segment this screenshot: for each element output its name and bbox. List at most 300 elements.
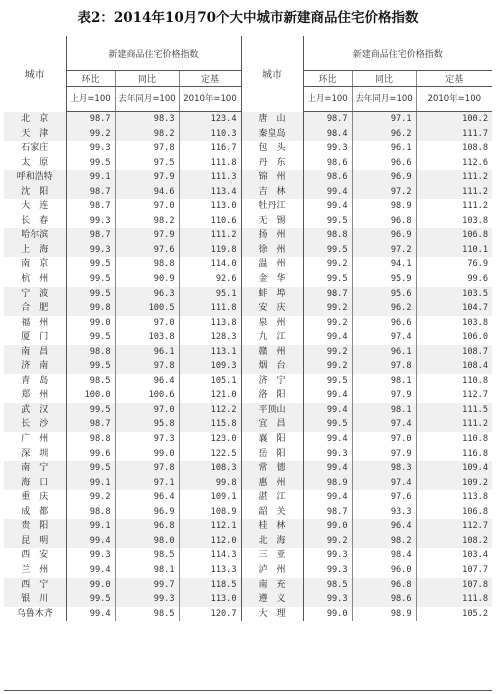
base-value: 108.3: [179, 461, 241, 476]
base-value: 105.1: [179, 374, 241, 389]
base-value: 99.6: [416, 272, 492, 287]
mom-value: 98.8: [66, 345, 115, 360]
mom-value: 100.0: [66, 388, 115, 403]
base-value: 110.3: [179, 127, 241, 142]
mom-value: 98.6: [303, 156, 352, 171]
mom-value: 99.6: [66, 447, 115, 462]
base-value: 111.2: [416, 199, 492, 214]
city-cell: 锦 州: [241, 170, 303, 185]
mom-value: 99.4: [303, 185, 352, 200]
base-value: 114.0: [179, 257, 241, 272]
city-cell: 深 圳: [21, 448, 49, 459]
table-body: [4, 112, 492, 622]
city-cell: 太 原: [21, 157, 49, 168]
table-row: [4, 185, 492, 200]
city-cell: 惠 州: [241, 476, 303, 491]
mom-value: 98.5: [66, 374, 115, 389]
yoy-value: 96.2: [352, 301, 416, 316]
yoy-value: 97.8: [115, 461, 179, 476]
city-cell: 徐 州: [241, 243, 303, 258]
mom-value: 99.5: [66, 272, 115, 287]
yoy-value: 99.7: [115, 578, 179, 593]
city-cell: 南 昌: [4, 345, 66, 360]
city-cell: 南 充: [241, 578, 303, 593]
yoy-value: 97.0: [115, 403, 179, 418]
city-cell: 九 江: [241, 330, 303, 345]
mom-value: 98.7: [66, 417, 115, 432]
base-value: 110.8: [416, 374, 492, 389]
city-cell: 北 京: [4, 112, 66, 127]
yoy-value: 97.9: [115, 228, 179, 243]
mom-value: 99.0: [303, 519, 352, 534]
sub-mom-right: 上月=100: [303, 87, 352, 112]
base-value: 121.0: [179, 388, 241, 403]
mom-value: 99.5: [66, 330, 115, 345]
base-value: 107.7: [416, 563, 492, 578]
sub-mom-left: 上月=100: [66, 87, 115, 112]
city-cell: 沈 阳: [4, 185, 66, 200]
mom-value: 99.2: [303, 316, 352, 331]
base-value: 106.8: [416, 505, 492, 520]
city-cell: 桂 林: [241, 519, 303, 534]
base-value: 111.2: [416, 170, 492, 185]
city-cell: 长 沙: [4, 417, 66, 432]
base-value: 112.1: [179, 519, 241, 534]
yoy-value: 97.0: [115, 199, 179, 214]
base-value: 104.7: [416, 301, 492, 316]
table-row: [4, 534, 492, 549]
yoy-value: 103.8: [115, 330, 179, 345]
yoy-value: 96.8: [115, 519, 179, 534]
yoy-value: 96.3: [115, 287, 179, 302]
mom-value: 99.4: [303, 461, 352, 476]
yoy-value: 99.0: [115, 447, 179, 462]
base-value: 95.1: [179, 287, 241, 302]
yoy-value: 97.6: [352, 490, 416, 505]
yoy-value: 96.4: [115, 374, 179, 389]
sub-base-right: 2010年=100: [416, 87, 492, 112]
yoy-value: 97.0: [115, 316, 179, 331]
city-cell: 合 肥: [4, 301, 66, 316]
base-value: 115.8: [179, 417, 241, 432]
yoy-value: 96.4: [352, 519, 416, 534]
city-cell: 金 华: [241, 272, 303, 287]
city-cell: 南 京: [21, 259, 49, 270]
base-value: 107.8: [416, 578, 492, 593]
base-value: 118.5: [179, 578, 241, 593]
yoy-value: 98.0: [115, 534, 179, 549]
table-row: [4, 592, 492, 607]
base-value: 108.7: [416, 345, 492, 360]
city-cell: 银 川: [4, 592, 66, 607]
mom-value: 99.0: [66, 578, 115, 593]
base-value: 100.2: [416, 112, 492, 127]
city-cell: 丹 东: [241, 156, 303, 171]
yoy-value: 97.8: [115, 141, 179, 156]
mom-value: 99.2: [303, 359, 352, 374]
table-row: [4, 330, 492, 345]
mom-value: 99.5: [66, 461, 115, 476]
yoy-value: 98.8: [115, 257, 179, 272]
base-value: 123.0: [179, 432, 241, 447]
base-value: 76.9: [416, 257, 492, 272]
mom-value: 99.2: [303, 301, 352, 316]
yoy-value: 96.6: [352, 156, 416, 171]
city-cell: 哈尔滨: [4, 228, 66, 243]
base-value: 113.3: [179, 563, 241, 578]
sub-yoy-right: 去年同月=100: [352, 87, 416, 112]
base-value: 119.8: [179, 243, 241, 258]
yoy-value: 97.9: [352, 388, 416, 403]
mom-value: 99.2: [66, 490, 115, 505]
mom-value: 99.3: [303, 592, 352, 607]
base-value: 111.3: [179, 170, 241, 185]
base-value: 109.2: [416, 476, 492, 491]
mom-value: 98.9: [303, 476, 352, 491]
yoy-value: 98.3: [115, 112, 179, 127]
yoy-value: 97.5: [115, 156, 179, 171]
city-cell: 宁 波: [4, 287, 66, 302]
mom-value: 98.7: [303, 112, 352, 127]
yoy-value: 96.9: [115, 505, 179, 520]
city-cell: 郑 州: [21, 390, 49, 401]
mom-value: 99.1: [66, 170, 115, 185]
yoy-value: 97.9: [352, 447, 416, 462]
city-cell: 乌鲁木齐: [16, 608, 53, 619]
table-row: [4, 388, 492, 403]
city-cell: 成 都: [21, 506, 49, 517]
table-row: [4, 141, 492, 156]
col-base-left: 定基: [179, 71, 241, 87]
mom-value: 98.6: [303, 170, 352, 185]
city-cell: 襄 阳: [241, 432, 303, 447]
mom-value: 98.7: [303, 287, 352, 302]
city-cell: 常 德: [241, 461, 303, 476]
city-cell: 海 口: [4, 476, 66, 491]
yoy-value: 97.4: [352, 417, 416, 432]
mom-value: 99.3: [303, 563, 352, 578]
col-base-right: 定基: [416, 71, 492, 87]
base-value: 111.8: [179, 301, 241, 316]
yoy-value: 98.6: [352, 592, 416, 607]
city-cell: 平顶山: [241, 403, 303, 418]
mom-value: 98.7: [66, 112, 115, 127]
mom-value: 99.5: [303, 272, 352, 287]
mom-value: 99.1: [66, 519, 115, 534]
table-row: [4, 170, 492, 185]
yoy-value: 98.1: [115, 563, 179, 578]
yoy-value: 97.2: [352, 185, 416, 200]
mom-value: 99.2: [303, 534, 352, 549]
table-row: [4, 578, 492, 593]
table-row: [4, 374, 492, 389]
base-value: 111.8: [416, 592, 492, 607]
city-cell: 西 安: [21, 550, 49, 561]
mom-value: 99.5: [66, 287, 115, 302]
mom-value: 99.3: [303, 141, 352, 156]
mom-value: 99.5: [66, 592, 115, 607]
yoy-value: 98.2: [115, 214, 179, 229]
mom-value: 98.8: [66, 505, 115, 520]
table-row: [4, 447, 492, 462]
city-cell: 兰 州: [21, 564, 49, 575]
group-header-left: 新建商品住宅价格指数: [66, 36, 241, 71]
base-value: 110.6: [179, 214, 241, 229]
mom-value: 99.4: [303, 388, 352, 403]
base-value: 114.3: [179, 548, 241, 563]
table-row: [4, 228, 492, 243]
mom-value: 99.4: [303, 432, 352, 447]
yoy-value: 95.8: [115, 417, 179, 432]
city-cell: 青 岛: [21, 375, 49, 386]
mom-value: 99.4: [303, 199, 352, 214]
table-row: [4, 432, 492, 447]
mom-value: 99.2: [66, 127, 115, 142]
city-cell: 洛 阳: [241, 388, 303, 403]
yoy-value: 96.1: [352, 141, 416, 156]
yoy-value: 96.9: [352, 170, 416, 185]
table-row: [4, 301, 492, 316]
mom-value: 99.3: [303, 548, 352, 563]
mom-value: 99.4: [303, 403, 352, 418]
yoy-value: 97.8: [115, 359, 179, 374]
base-value: 105.2: [416, 607, 492, 622]
table-row: [4, 272, 492, 287]
city-cell: 天 津: [4, 127, 66, 142]
city-cell: 石家庄: [21, 143, 49, 154]
base-value: 92.6: [179, 272, 241, 287]
base-value: 112.7: [416, 519, 492, 534]
base-value: 111.2: [179, 228, 241, 243]
yoy-value: 98.9: [352, 199, 416, 214]
city-cell: 烟 台: [241, 359, 303, 374]
sub-base-left: 2010年=100: [179, 87, 241, 112]
yoy-value: 97.9: [115, 170, 179, 185]
city-cell: 武 汉: [4, 403, 66, 418]
table-row: [4, 214, 492, 229]
base-value: 108.8: [416, 141, 492, 156]
base-value: 103.8: [416, 316, 492, 331]
base-value: 128.3: [179, 330, 241, 345]
mom-value: 99.5: [66, 359, 115, 374]
base-value: 113.4: [179, 185, 241, 200]
yoy-value: 100.6: [115, 388, 179, 403]
table-row: [4, 287, 492, 302]
city-cell: 杭 州: [21, 274, 49, 285]
base-value: 109.4: [416, 461, 492, 476]
table-row: [4, 505, 492, 520]
yoy-value: 96.1: [115, 345, 179, 360]
city-cell: 吉 林: [241, 185, 303, 200]
city-cell: 包 头: [241, 141, 303, 156]
mom-value: 99.4: [303, 490, 352, 505]
base-value: 109.1: [179, 490, 241, 505]
city-cell: 福 州: [21, 317, 49, 328]
city-cell: 北 海: [241, 534, 303, 549]
city-cell: 南 宁: [4, 461, 66, 476]
yoy-value: 94.6: [115, 185, 179, 200]
table-row: [4, 607, 492, 622]
mom-value: 99.5: [66, 403, 115, 418]
mom-value: 99.2: [303, 257, 352, 272]
mom-value: 99.2: [303, 345, 352, 360]
mom-value: 99.5: [303, 243, 352, 258]
base-value: 109.3: [179, 359, 241, 374]
yoy-value: 96.9: [352, 228, 416, 243]
mom-value: 99.8: [66, 301, 115, 316]
base-value: 103.8: [416, 214, 492, 229]
mom-value: 98.7: [66, 199, 115, 214]
mom-value: 99.5: [66, 156, 115, 171]
city-cell: 安 庆: [241, 301, 303, 316]
mom-value: 98.7: [66, 228, 115, 243]
yoy-value: 97.0: [352, 432, 416, 447]
base-value: 112.7: [416, 388, 492, 403]
base-value: 99.8: [179, 476, 241, 491]
city-cell: 大 理: [241, 607, 303, 622]
group-header-right: 新建商品住宅价格指数: [303, 36, 492, 71]
table-row: [4, 403, 492, 418]
city-header-left: 城市: [24, 70, 45, 82]
yoy-value: 93.3: [352, 505, 416, 520]
table-row: [4, 548, 492, 563]
city-cell: 韶 关: [241, 505, 303, 520]
col-mom-right: 环比: [303, 71, 352, 87]
base-value: 108.9: [179, 505, 241, 520]
table-title: 表2：2014年10月70个大中城市新建商品住宅价格指数: [77, 10, 419, 26]
table-row: [4, 316, 492, 331]
yoy-value: 97.8: [352, 359, 416, 374]
mom-value: 98.7: [303, 505, 352, 520]
yoy-value: 98.9: [352, 607, 416, 622]
city-cell: 赣 州: [241, 345, 303, 360]
city-cell: 贵 阳: [4, 519, 66, 534]
city-cell: 呼和浩特: [4, 170, 66, 185]
yoy-value: 99.3: [115, 592, 179, 607]
base-value: 112.6: [416, 156, 492, 171]
yoy-value: 90.9: [115, 272, 179, 287]
city-cell: 泉 州: [241, 316, 303, 331]
yoy-value: 98.5: [115, 607, 179, 622]
yoy-value: 95.6: [352, 287, 416, 302]
mom-value: 99.5: [303, 214, 352, 229]
base-value: 108.4: [416, 359, 492, 374]
base-value: 113.0: [179, 199, 241, 214]
yoy-value: 97.2: [352, 243, 416, 258]
city-cell: 遵 义: [241, 592, 303, 607]
base-value: 116.8: [416, 447, 492, 462]
yoy-value: 96.4: [115, 490, 179, 505]
yoy-value: 97.1: [115, 476, 179, 491]
base-value: 108.2: [416, 534, 492, 549]
mom-value: 99.4: [303, 330, 352, 345]
yoy-value: 97.3: [115, 432, 179, 447]
yoy-value: 100.5: [115, 301, 179, 316]
table-row: [4, 461, 492, 476]
table-row: [4, 199, 492, 214]
table-row: [4, 112, 492, 127]
yoy-value: 96.8: [352, 214, 416, 229]
base-value: 113.1: [179, 345, 241, 360]
yoy-value: 97.4: [352, 330, 416, 345]
base-value: 113.0: [179, 592, 241, 607]
mom-value: 98.5: [303, 578, 352, 593]
yoy-value: 98.1: [352, 403, 416, 418]
base-value: 120.7: [179, 607, 241, 622]
yoy-value: 96.6: [352, 316, 416, 331]
city-cell: 蚌 埠: [241, 287, 303, 302]
city-cell: 重 庆: [21, 492, 49, 503]
city-cell: 温 州: [241, 257, 303, 272]
yoy-value: 96.2: [352, 127, 416, 142]
city-cell: 上 海: [4, 243, 66, 258]
city-cell: 广 州: [21, 434, 49, 445]
city-cell: 湛 江: [241, 490, 303, 505]
yoy-value: 98.3: [352, 461, 416, 476]
city-cell: 无 锡: [241, 214, 303, 229]
base-value: 111.5: [416, 403, 492, 418]
city-cell: 厦 门: [21, 332, 49, 343]
base-value: 112.2: [179, 403, 241, 418]
base-value: 111.7: [416, 127, 492, 142]
table-row: [4, 476, 492, 491]
city-cell: 泸 州: [241, 563, 303, 578]
yoy-value: 95.9: [352, 272, 416, 287]
table-row: [4, 417, 492, 432]
mom-value: 98.8: [66, 432, 115, 447]
base-value: 123.4: [179, 112, 241, 127]
table-row: [4, 490, 492, 505]
yoy-value: 97.6: [115, 243, 179, 258]
city-cell: 扬 州: [241, 228, 303, 243]
table-row: [4, 156, 492, 171]
table-row: [4, 563, 492, 578]
yoy-value: 97.4: [352, 476, 416, 491]
base-value: 122.5: [179, 447, 241, 462]
base-value: 113.8: [416, 490, 492, 505]
table-bottom-rule: [4, 690, 492, 691]
yoy-value: 98.1: [352, 374, 416, 389]
mom-value: 99.5: [66, 257, 115, 272]
city-header-right: 城市: [241, 36, 303, 112]
yoy-value: 96.8: [352, 578, 416, 593]
city-cell: 三 亚: [241, 548, 303, 563]
mom-value: 99.3: [66, 214, 115, 229]
col-yoy-left: 同比: [115, 71, 179, 87]
city-cell: 秦皇岛: [241, 127, 303, 142]
base-value: 106.8: [416, 228, 492, 243]
mom-value: 99.3: [66, 243, 115, 258]
base-value: 103.5: [416, 287, 492, 302]
mom-value: 99.4: [66, 534, 115, 549]
mom-value: 99.5: [303, 417, 352, 432]
col-yoy-right: 同比: [352, 71, 416, 87]
mom-value: 98.7: [66, 185, 115, 200]
yoy-value: 94.1: [352, 257, 416, 272]
city-cell: 济 宁: [241, 374, 303, 389]
mom-value: 99.3: [66, 548, 115, 563]
city-cell: 牡丹江: [241, 199, 303, 214]
city-cell: 昆 明: [4, 534, 66, 549]
table-row: [4, 359, 492, 374]
price-index-table: [4, 36, 492, 621]
mom-value: 98.4: [303, 127, 352, 142]
table-row: [4, 257, 492, 272]
mom-value: 99.4: [66, 607, 115, 622]
table-row: [4, 519, 492, 534]
table-row: [4, 345, 492, 360]
mom-value: 99.3: [303, 447, 352, 462]
